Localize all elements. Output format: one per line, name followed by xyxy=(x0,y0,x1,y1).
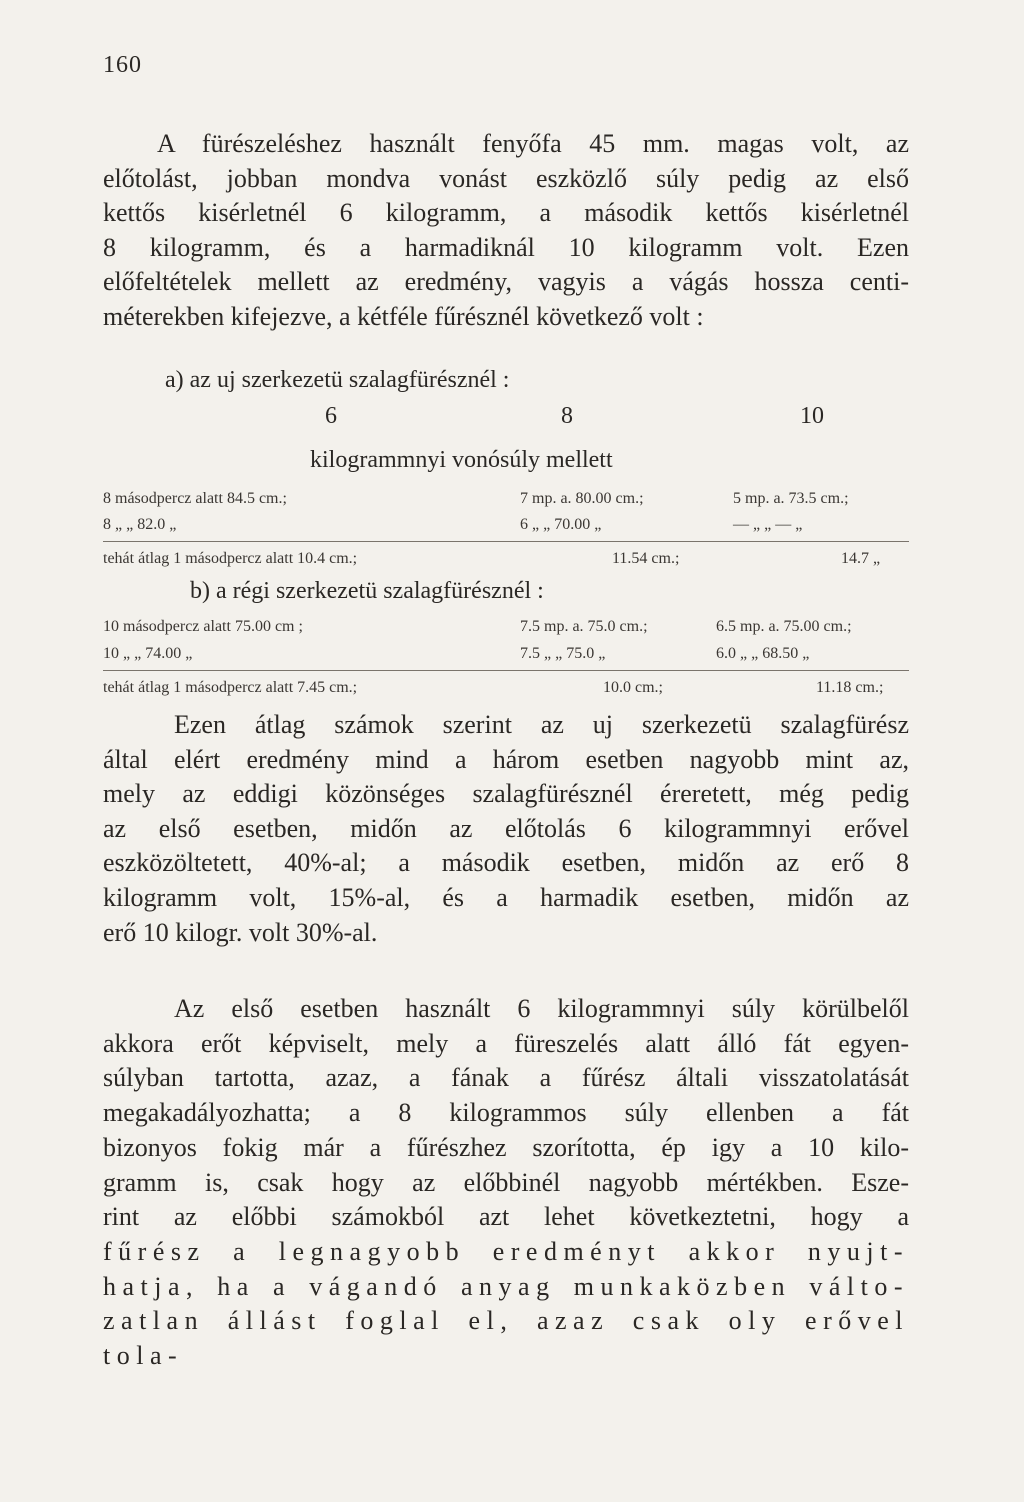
table-a-row1-col2: 7 mp. a. 80.00 cm.; xyxy=(520,490,644,507)
text-line: erő 10 kilogr. volt 30%-al. xyxy=(103,917,378,947)
text-line: 8 kilogramm, és a harmadiknál 10 kilogramm volt. Ezen xyxy=(103,232,909,262)
text-line: megakadályozhatta; a 8 kilogrammos súly ellenben a fát xyxy=(103,1098,909,1128)
text-line: kilogramm volt, 15%-al, és a harmadik esetben, midőn az xyxy=(103,882,909,912)
table-b-row1-col1: 10 másodpercz alatt 75.00 cm ; xyxy=(103,618,303,635)
table-b-row2-col2: 7.5 „ „ 75.0 „ xyxy=(520,645,606,662)
table-b-avg-col1: tehát átlag 1 másodpercz alatt 7.45 cm.; xyxy=(103,679,358,696)
section-a-heading: a) az uj szerkezetü szalagfürésznél : xyxy=(165,367,510,393)
text-line: kettős kisérletnél 6 kilogramm, a második kettős kisérletnél xyxy=(103,198,909,227)
weight-10: 10 xyxy=(800,403,824,429)
text-line: hatja, ha a vágandó anyag munkaközben válto- xyxy=(103,1271,909,1301)
table-b-row2-col3: 6.0 „ „ 68.50 „ xyxy=(716,645,810,662)
section-b-heading: b) a régi szerkezetü szalagfürésznél : xyxy=(190,578,544,604)
table-a-avg-col1: tehát átlag 1 másodpercz alatt 10.4 cm.; xyxy=(103,550,358,567)
text-line: gramm is, csak hogy az előbbinél nagyobb mértékben. Esze- xyxy=(103,1167,909,1197)
table-a-row2-col3: — „ „ — „ xyxy=(733,516,803,533)
weights-caption: kilogrammnyi vonósúly mellett xyxy=(310,447,613,473)
text-line: méterekben kifejezve, a kétféle fűrésznél következő volt : xyxy=(103,301,704,331)
text-line: súlyban tartotta, azaz, a fának a fűrész általi visszatolatását xyxy=(103,1063,909,1093)
table-a-row1-col1: 8 másodpercz alatt 84.5 cm.; xyxy=(103,490,287,507)
table-b-row2-col1: 10 „ „ 74.00 „ xyxy=(103,645,193,662)
weight-6: 6 xyxy=(325,403,337,429)
text-line: Ezen átlag számok szerint az uj szerkezetü szalagfürész xyxy=(174,710,909,739)
text-line: Az első esetben használt 6 kilogrammnyi súly körülbelől xyxy=(174,994,909,1023)
text-line: előfeltételek mellett az eredmény, vagyis a vágás hossza centi- xyxy=(103,267,909,296)
table-b-row1-col2: 7.5 mp. a. 75.0 cm.; xyxy=(520,618,648,635)
paragraph-comparison xyxy=(103,708,909,950)
page-number: 160 xyxy=(103,52,142,78)
paragraph-intro xyxy=(103,127,909,334)
text-line: előtolást, jobban mondva vonást eszközlő súly pedig az első xyxy=(103,163,909,193)
text-line: fűrész a legnagyobb eredményt akkor nyujt- xyxy=(103,1236,909,1266)
text-line: által elért eredmény mind a három esetben nagyobb mint az, xyxy=(103,744,909,774)
text-line: akkora erőt képviselt, mely a füreszelés alatt álló fát egyen- xyxy=(103,1028,909,1058)
table-b-row1-col3: 6.5 mp. a. 75.00 cm.; xyxy=(716,618,852,635)
table-a-avg-col2: 11.54 cm.; xyxy=(612,550,680,567)
text-line: mely az eddigi közönséges szalagfürésznél éreretett, még pedig xyxy=(103,779,909,809)
text-line: zatlan állást foglal el, azaz csak oly erővel tola- xyxy=(103,1306,909,1371)
table-a-row1-col3: 5 mp. a. 73.5 cm.; xyxy=(733,490,849,507)
table-a-row2-col2: 6 „ „ 70.00 „ xyxy=(520,516,602,533)
text-line: bizonyos fokig már a fűrészhez szorította, ép igy a 10 kilo- xyxy=(103,1132,909,1162)
table-b-avg-col3: 11.18 cm.; xyxy=(816,679,884,696)
table-a-row2-col1: 8 „ „ 82.0 „ xyxy=(103,516,177,533)
text-line: eszközöltetett, 40%-al; a második esetben, midőn az erő 8 xyxy=(103,848,909,878)
table-b-avg-col2: 10.0 cm.; xyxy=(603,679,663,696)
table-b-rule xyxy=(103,670,909,671)
text-line: A fürészeléshez használt fenyőfa 45 mm. magas volt, az xyxy=(157,129,909,158)
text-line: az első esetben, midőn az előtolás 6 kilogrammnyi erővel xyxy=(103,813,909,843)
paragraph-analysis xyxy=(103,992,909,1374)
text-line: rint az előbbi számokból azt lehet következtetni, hogy a xyxy=(103,1202,909,1232)
table-a-avg-col3: 14.7 „ xyxy=(841,550,881,567)
weight-8: 8 xyxy=(561,403,573,429)
table-a-rule xyxy=(103,541,909,542)
